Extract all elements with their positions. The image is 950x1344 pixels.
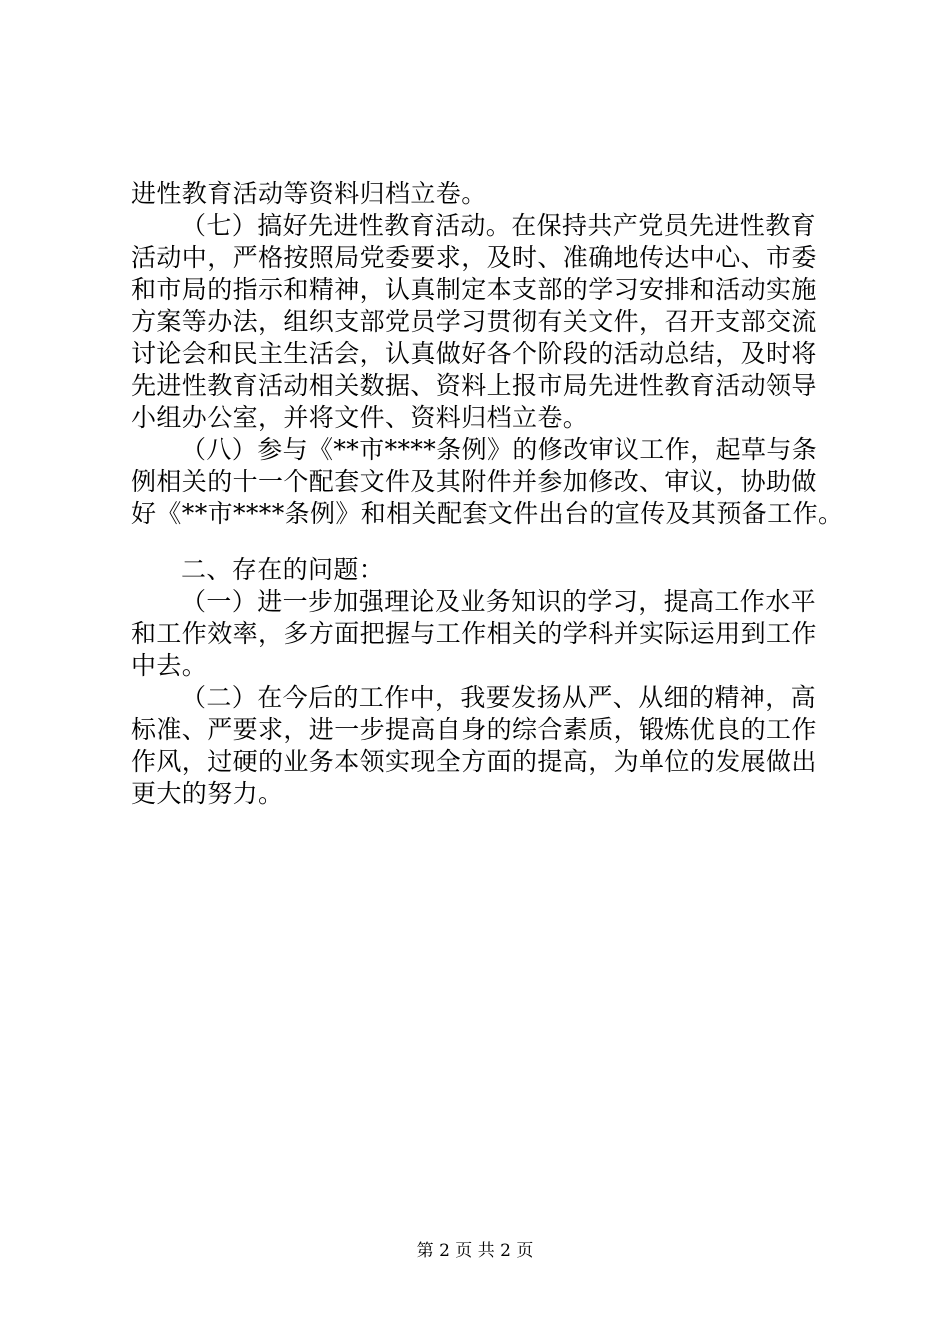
page-number-footer: 第 2 页 共 2 页	[416, 1241, 534, 1261]
paragraph-line: （七）搞好先进性教育活动。在保持共产党员先进性教育	[181, 211, 817, 240]
paragraph-line: 作风，过硬的业务本领实现全方面的提高，为单位的发展做出	[131, 747, 817, 776]
paragraph-line: 中去。	[131, 651, 208, 680]
section-heading: 二、存在的问题：	[181, 555, 385, 584]
paragraph-line: （一）进一步加强理论及业务知识的学习，提高工作水平	[181, 587, 817, 616]
paragraph-line: 讨论会和民主生活会，认真做好各个阶段的活动总结，及时将	[131, 339, 817, 368]
paragraph-line: 进性教育活动等资料归档立卷。	[131, 179, 487, 208]
paragraph-line: 标准、严要求，进一步提高自身的综合素质，锻炼优良的工作	[131, 715, 817, 744]
paragraph-line: 和市局的指示和精神，认真制定本支部的学习安排和活动实施	[131, 275, 817, 304]
paragraph-line: 例相关的十一个配套文件及其附件并参加修改、审议，协助做	[131, 467, 817, 496]
paragraph-line: （二）在今后的工作中，我要发扬从严、从细的精神，高	[181, 683, 817, 712]
paragraph-line: 活动中，严格按照局党委要求，及时、准确地传达中心、市委	[131, 243, 817, 272]
paragraph-line: 先进性教育活动相关数据、资料上报市局先进性教育活动领导	[131, 371, 817, 400]
paragraph-line: 和工作效率，多方面把握与工作相关的学科并实际运用到工作	[131, 619, 817, 648]
paragraph-line: 小组办公室，并将文件、资料归档立卷。	[131, 403, 589, 432]
paragraph-line: 方案等办法，组织支部党员学习贯彻有关文件，召开支部交流	[131, 307, 817, 336]
paragraph-line: 好《**市****条例》和相关配套文件出台的宣传及其预备工作。	[131, 499, 844, 528]
paragraph-line: 更大的努力。	[131, 779, 284, 808]
paragraph-line: （八）参与《**市****条例》的修改审议工作，起草与条	[181, 435, 818, 464]
